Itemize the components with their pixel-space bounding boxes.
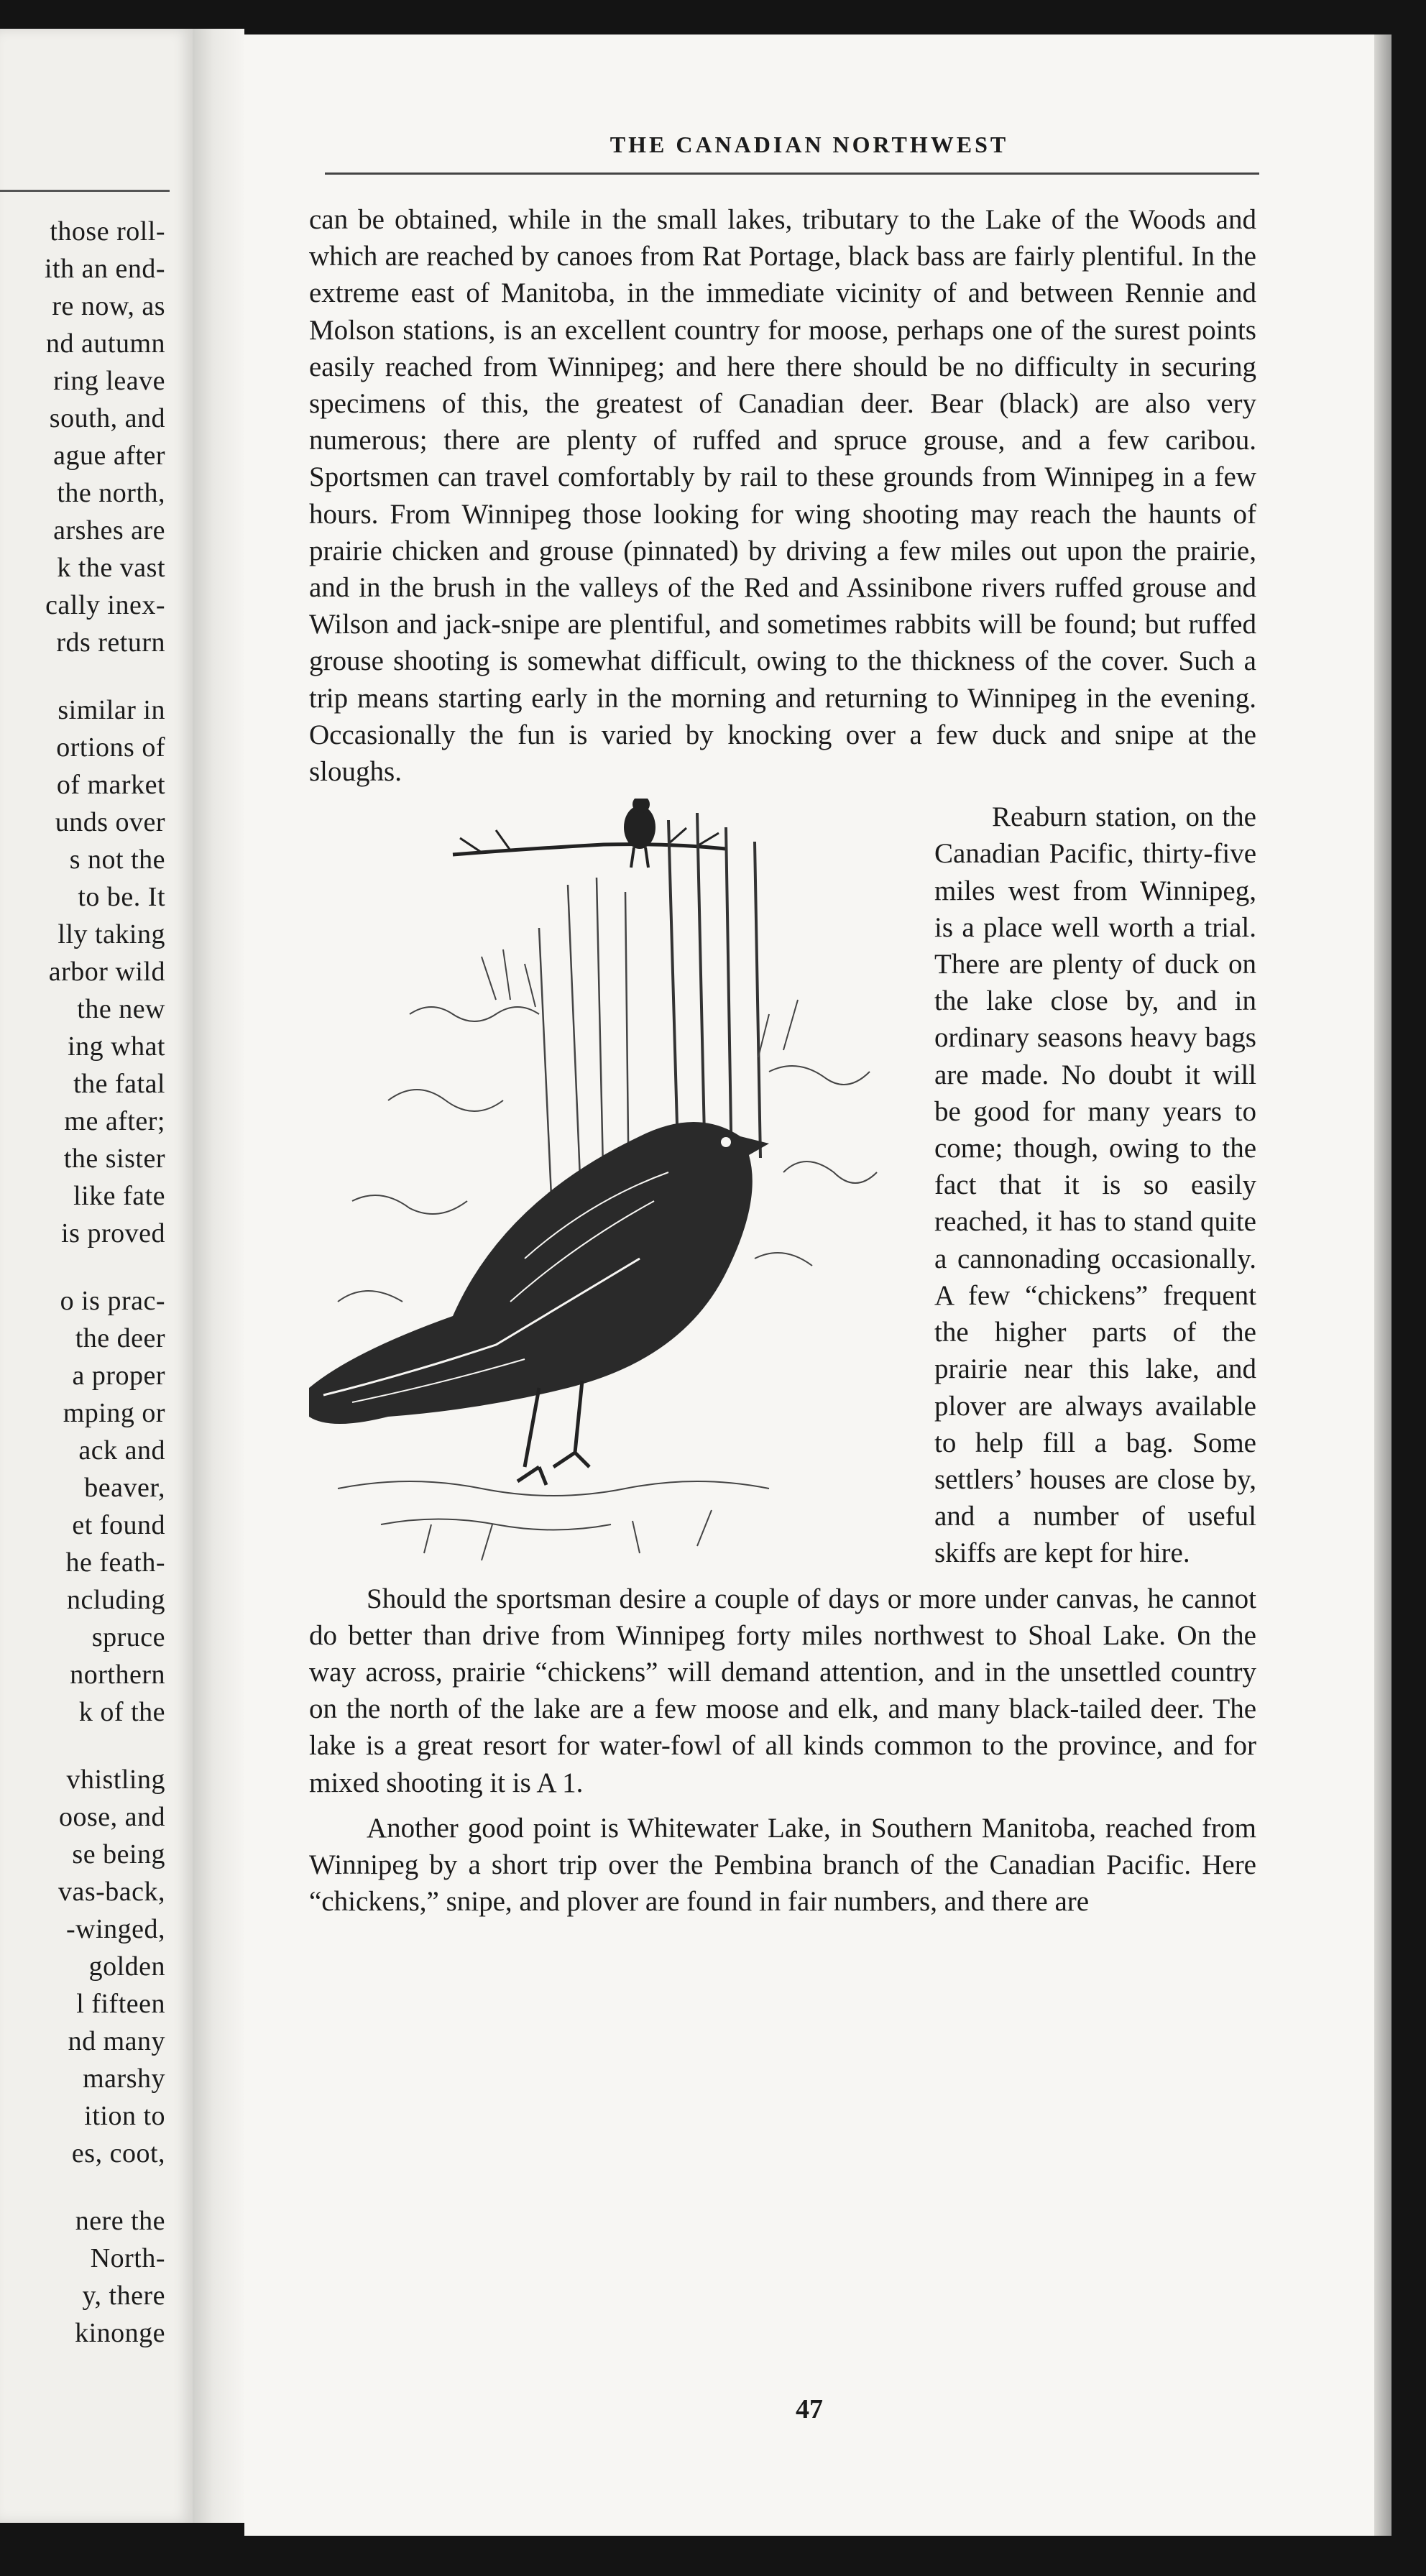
running-head: THE CANADIAN NORTHWEST <box>610 132 1009 157</box>
left-page-text <box>0 213 165 2352</box>
left-block-e <box>0 2202 165 2352</box>
left-line: ring leave <box>53 366 165 396</box>
grouse-engraving <box>266 799 919 1575</box>
grouse-icon <box>309 1122 769 1485</box>
left-line: of market <box>56 770 165 800</box>
left-line: the sister <box>63 1144 165 1174</box>
left-line: mping or <box>63 1398 165 1428</box>
left-block-d <box>0 1761 165 2172</box>
left-line: he feath- <box>65 1547 165 1578</box>
left-line: -winged, <box>65 1914 165 1944</box>
left-line: the north, <box>57 478 165 508</box>
left-line: lly taking <box>58 919 165 949</box>
left-line: kinonge <box>75 2318 165 2348</box>
left-line: ition to <box>84 2101 165 2131</box>
left-line: similar in <box>58 695 165 725</box>
page-number: 47 <box>796 2394 823 2424</box>
left-line: ncluding <box>67 1585 165 1615</box>
left-line: nd autumn <box>46 328 165 359</box>
small-bird-icon <box>624 799 656 868</box>
left-line: northern <box>70 1660 165 1690</box>
left-line: golden <box>88 1951 165 1982</box>
left-line: those roll- <box>50 216 165 247</box>
paragraph-2: Reaburn station, on the Canadian Pacific, thirty-five miles west from Winnipeg, is a place well worth a trial. There are plenty of duck on the lake close by, and in ordinary seasons heavy bags are made. No doubt it will be good for many years to come; though, owing to the fact that it is so easily reached, it has to stand quite a cannonading occasionally. A few “chickens” frequent the higher parts of the prairie near this lake, and plover are always available to help fill a bag. Some settlers’ houses are close by, and a number of useful skiffs are kept for hire. <box>934 801 1256 1569</box>
left-line: spruce <box>91 1622 165 1652</box>
left-line: ortions of <box>56 732 165 763</box>
left-line: cally inex- <box>45 590 165 620</box>
left-line: s not the <box>69 845 165 875</box>
left-line: a proper <box>72 1361 165 1391</box>
left-line: k of the <box>78 1697 165 1727</box>
left-line: y, there <box>82 2281 165 2311</box>
left-line: arbor wild <box>48 957 165 987</box>
grouse-illustration <box>266 799 919 1575</box>
left-block-c <box>0 1282 165 1731</box>
left-line: North- <box>90 2243 165 2273</box>
left-line: ack and <box>78 1435 165 1466</box>
left-line: ing what <box>68 1031 165 1062</box>
left-line: arshes are <box>53 515 165 546</box>
left-line: like fate <box>73 1181 165 1211</box>
paragraph-1: can be obtained, while in the small lakes, tributary to the Lake of the Woods and which are reached by canoes from Rat Portage, black bass are fairly plentiful. In the extreme east of Manitoba, in the immediate vicinity of and between Rennie and Molson stations, is an excellent country for moose, perhaps one of the surest points easily reached from Winnipeg; and here there should be no difficulty in securing specimens of this, the greatest of Canadian deer. Bear (black) are also very numerous; there are plenty of ruffed and spruce grouse, and a few caribou. Sportsmen can travel comfortably by rail to these grounds from Winnipeg in a few hours. From Winnipeg those looking for wing shooting may reach the haunts of prairie chicken and grouse (pinnated) by driving a few miles out upon the prairie, and in the brush in the valleys of the Red and Assinibone rivers ruffed grouse and Wilson and jack-snipe are plentiful, and sometimes rabbits will be found; but ruffed grouse shooting is somewhat difficult, owing to the thickness of the cover. Such a trip means starting early in the morning and returning to Winnipeg in the evening. Occasionally the fun is varied by knocking over a few duck and snipe at the sloughs. <box>309 204 1256 788</box>
left-block-a <box>0 213 165 661</box>
book-page <box>244 34 1374 2536</box>
left-line: the deer <box>75 1323 165 1353</box>
left-line: nd many <box>68 2026 165 2056</box>
left-line: et found <box>72 1510 165 1540</box>
paragraph-3: Should the sportsman desire a couple of days or more under canvas, he cannot do better than drive from Winnipeg forty miles northwest to Shoal Lake. On the way across, prairie “chickens” will demand attention, and in the unsettled country on the north of the lake are a few moose and elk, and many black-tailed deer. The lake is a great resort for water-fowl of all kinds common to the province, and for mixed shooting it is A 1. <box>309 1583 1256 1798</box>
left-line: oose, and <box>58 1802 165 1832</box>
left-line: unds over <box>55 807 165 837</box>
left-line: south, and <box>49 403 165 433</box>
left-line: marshy <box>83 2064 165 2094</box>
book-gutter <box>193 29 244 2523</box>
left-line: vhistling <box>66 1765 165 1795</box>
paragraph-4: Another good point is Whitewater Lake, in Southern Manitoba, reached from Winnipeg by a short trip over the Pembina branch of the Canadian Pacific. Here “chickens,” snipe, and plover are found in fair numbers, and there are <box>309 1812 1256 1918</box>
left-header-rule <box>0 190 170 192</box>
left-line: es, coot, <box>71 2138 165 2168</box>
left-line: is proved <box>61 1218 165 1248</box>
left-line: o is prac- <box>60 1286 165 1316</box>
body-text <box>309 201 1256 1928</box>
left-page-fragment <box>0 29 193 2523</box>
left-line: vas-back, <box>58 1877 165 1907</box>
left-line: ague after <box>53 441 165 471</box>
header-rule <box>325 172 1259 175</box>
left-line: ith an end- <box>44 254 165 284</box>
left-line: k the vast <box>57 553 165 583</box>
left-line: me after; <box>64 1106 165 1136</box>
page-edge-shadow <box>1374 34 1392 2536</box>
left-line: the fatal <box>73 1069 165 1099</box>
left-block-b <box>0 691 165 1252</box>
left-line: beaver, <box>84 1473 165 1503</box>
left-line: l fifteen <box>76 1989 165 2019</box>
left-line: se being <box>72 1839 165 1869</box>
left-line: to be. It <box>78 882 165 912</box>
left-line: the new <box>77 994 165 1024</box>
left-line: nere the <box>75 2206 165 2236</box>
left-line: rds return <box>56 627 165 658</box>
left-line: re now, as <box>52 291 165 321</box>
